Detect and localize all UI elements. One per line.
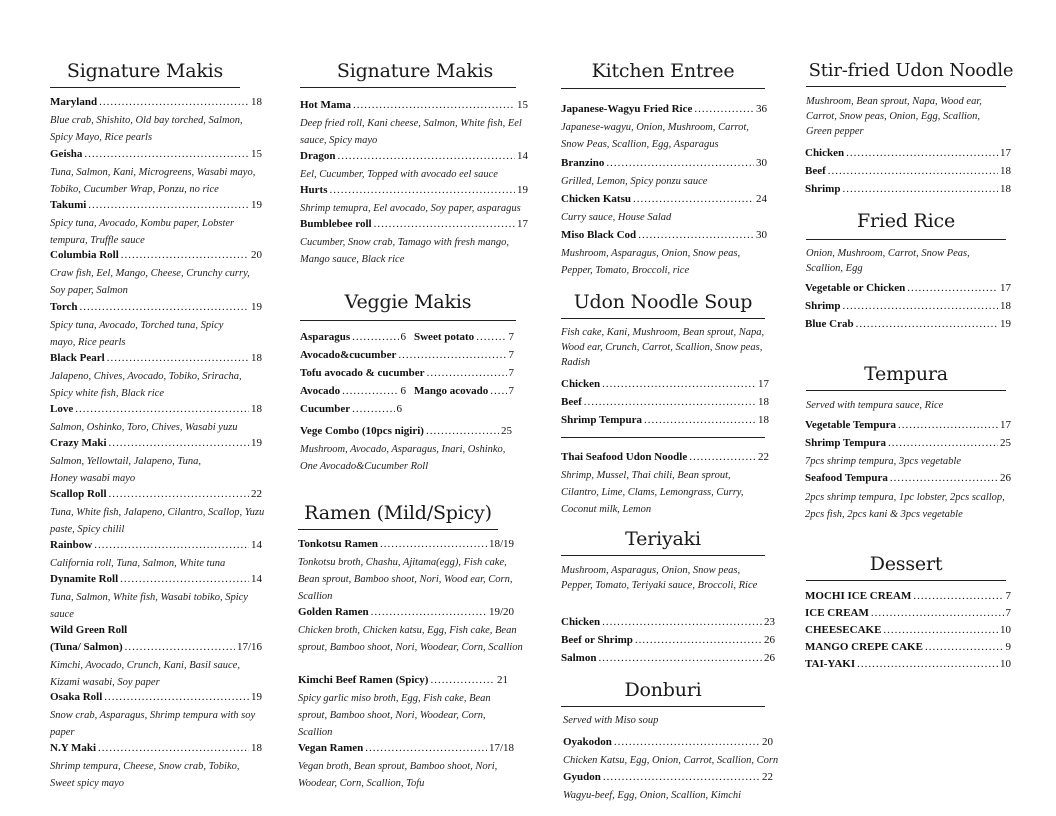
menu-item: Avocado ..... 6 bbox=[300, 385, 406, 397]
section-heading: Dessert bbox=[869, 553, 943, 575]
menu-item: Love ..... 18 bbox=[50, 403, 262, 415]
section-heading: Veggie Makis bbox=[344, 291, 472, 313]
section-heading: Teriyaki bbox=[625, 528, 701, 550]
item-description: Shrimp temupra, Eel avocado, Soy paper, asparagus bbox=[300, 203, 521, 214]
menu-item: Avocado&cucumber ..... 7 bbox=[300, 349, 514, 361]
item-description: Shrimp tempura, Cheese, Snow crab, Tobiko, Sweet spicy mayo bbox=[50, 761, 240, 789]
section-intro: Onion, Mushroom, Carrot, Snow Peas, Scallion, Egg bbox=[806, 248, 970, 274]
menu-item: Wild Green Roll bbox=[50, 624, 128, 636]
menu-item: Torch ..... 19 bbox=[50, 301, 262, 313]
menu-item: Shrimp Tempura ..... 25 bbox=[805, 437, 1011, 449]
menu-item: Golden Ramen ..... 19/20 bbox=[298, 606, 514, 618]
divider bbox=[300, 87, 516, 88]
menu-item: Maryland ..... 18 bbox=[50, 96, 262, 108]
menu-item: MOCHI ICE CREAM ..... 7 bbox=[805, 590, 1011, 602]
item-description: Craw fish, Eel, Mango, Cheese, Crunchy curry, Soy paper, Salmon bbox=[50, 268, 250, 296]
menu-item: Vegan Ramen ..... 17/18 bbox=[298, 742, 514, 754]
item-description: Shrimp, Mussel, Thai chili, Bean sprout, Cilantro, Lime, Clams, Lemongrass, Curry, Coconut milk, Lemon bbox=[561, 470, 744, 515]
menu-item: Black Pearl ..... 18 bbox=[50, 352, 262, 364]
menu-item: Beef ..... 18 bbox=[805, 165, 1011, 177]
menu-item: Columbia Roll ..... 20 bbox=[50, 249, 262, 261]
divider bbox=[806, 390, 1006, 391]
section-intro: Served with Miso soup bbox=[563, 715, 659, 726]
divider bbox=[50, 87, 240, 88]
item-description: Deep fried roll, Kani cheese, Salmon, White fish, Eel sauce, Spicy mayo bbox=[300, 118, 522, 146]
item-description: Tuna, Salmon, Kani, Microgreens, Wasabi mayo, Tobiko, Cucumber Wrap, Ponzu, no rice bbox=[50, 167, 256, 195]
menu-item: Dragon ..... 14 bbox=[300, 150, 528, 162]
item-description: Tuna, Salmon, White fish, Wasabi tobiko, Spicy sauce bbox=[50, 592, 248, 620]
menu-item: Hurts ..... 19 bbox=[300, 184, 528, 196]
menu-item: (Tuna/ Salmon) ..... 17/16 bbox=[50, 641, 262, 653]
section-heading: Stir-fried Udon Noodle bbox=[808, 60, 1014, 81]
section-heading: Fried Rice bbox=[856, 210, 956, 232]
item-description: Wagyu-beef, Egg, Onion, Scallion, Kimchi bbox=[563, 790, 742, 801]
menu-item: Seafood Tempura ..... 26 bbox=[805, 472, 1011, 484]
divider bbox=[298, 529, 498, 530]
item-description: Spicy tuna, Avocado, Kombu paper, Lobster tempura, Truffle sauce bbox=[50, 218, 235, 246]
section-intro: Mushroom, Bean sprout, Napa, Wood ear, Carrot, Snow peas, Onion, Egg, Scallion, Green pepper bbox=[806, 96, 982, 137]
item-description: Chicken broth, Chicken katsu, Egg, Fish cake, Bean sprout, Bamboo shoot, Nori, Woodear, Corn, Scallion bbox=[298, 625, 523, 653]
item-description: Grilled, Lemon, Spicy ponzu sauce bbox=[561, 176, 708, 187]
menu-item: Asparagus ..... 6 bbox=[300, 331, 406, 343]
item-description: Curry sauce, House Salad bbox=[561, 212, 672, 223]
menu-item: Beef ..... 18 bbox=[561, 396, 769, 408]
menu-item: ICE CREAM ..... 7 bbox=[805, 607, 1011, 619]
item-description: Mushroom, Avocado, Asparagus, Inari, Oshinko, One Avocado&Cucumber Roll bbox=[300, 444, 506, 472]
item-description: Japanese-wagyu, Onion, Mushroom, Carrot, Snow Peas, Scallion, Egg, Asparagus bbox=[561, 122, 749, 150]
item-description: Chicken Katsu, Egg, Onion, Carrot, Scallion, Corn bbox=[563, 755, 779, 766]
menu-item: Beef or Shrimp ..... 26 bbox=[561, 634, 775, 646]
menu-item-pair bbox=[300, 385, 514, 397]
menu-item: Rainbow ..... 14 bbox=[50, 539, 262, 551]
menu-item: Sweet potato ..... 7 bbox=[414, 331, 514, 343]
menu-item: Branzino ..... 30 bbox=[561, 157, 767, 169]
section-heading: Udon Noodle Soup bbox=[573, 291, 753, 313]
item-description: Salmon, Oshinko, Toro, Chives, Wasabi yuzu bbox=[50, 422, 238, 433]
menu-item: Geisha ..... 15 bbox=[50, 148, 262, 160]
divider bbox=[561, 437, 765, 438]
section-heading: Signature Makis bbox=[336, 60, 494, 82]
divider bbox=[300, 320, 516, 321]
menu-item: Shrimp Tempura ..... 18 bbox=[561, 414, 769, 426]
menu-item: Blue Crab ..... 19 bbox=[805, 318, 1011, 330]
menu-item: TAI-YAKI ..... 10 bbox=[805, 658, 1011, 670]
section-intro: Fish cake, Kani, Mushroom, Bean sprout, Napa, Wood ear, Crunch, Carrot, Scallion, Snow peas, Radish bbox=[561, 327, 765, 368]
item-description: Spicy garlic miso broth, Egg, Fish cake, Bean sprout, Bamboo shoot, Nori, Woodear, Corn, Scallion bbox=[298, 693, 491, 738]
menu-item: N.Y Maki ..... 18 bbox=[50, 742, 262, 754]
item-description: Blue crab, Shishito, Old bay torched, Salmon, Spicy Mayo, Rice pearls bbox=[50, 115, 243, 143]
menu-item: Crazy Maki ..... 19 bbox=[50, 437, 262, 449]
section-heading: Ramen (Mild/Spicy) bbox=[304, 502, 492, 524]
menu-item: Salmon ..... 26 bbox=[561, 652, 775, 664]
menu-item: Bumblebee roll ..... 17 bbox=[300, 218, 528, 230]
divider bbox=[806, 580, 1006, 581]
item-description: 2pcs shrimp tempura, 1pc lobster, 2pcs scallop, 2pcs fish, 2pcs kani & 3pcs vegetable bbox=[805, 492, 1005, 520]
item-description: Salmon, Yellowtail, Jalapeno, Tuna, Honey wasabi mayo bbox=[50, 456, 201, 484]
menu-item: Vegetable Tempura ..... 17 bbox=[805, 419, 1011, 431]
item-description: Vegan broth, Bean sprout, Bamboo shoot, Nori, Woodear, Corn, Scallion, Tofu bbox=[298, 761, 498, 789]
item-description: California roll, Tuna, Salmon, White tuna bbox=[50, 558, 226, 569]
menu-item: Mango acovado ..... 7 bbox=[414, 385, 514, 397]
item-description: Cucumber, Snow crab, Tamago with fresh mango, Mango sauce, Black rice bbox=[300, 237, 509, 265]
divider bbox=[561, 706, 765, 707]
menu-item: Scallop Roll ..... 22 bbox=[50, 488, 262, 500]
item-description: Kimchi, Avocado, Crunch, Kani, Basil sauce, Kizami wasabi, Soy paper bbox=[50, 660, 240, 688]
item-description: 7pcs shrimp tempura, 3pcs vegetable bbox=[805, 456, 962, 467]
menu-item: CHEESECAKE ..... 10 bbox=[805, 624, 1011, 636]
menu-item-pair bbox=[300, 331, 514, 343]
divider bbox=[806, 239, 1006, 240]
item-description: Mushroom, Asparagus, Onion, Snow peas, Pepper, Tomato, Broccoli, rice bbox=[561, 248, 741, 276]
menu-item: Shrimp ..... 18 bbox=[805, 300, 1011, 312]
section-intro: Served with tempura sauce, Rice bbox=[806, 400, 944, 411]
item-description: Jalapeno, Chives, Avocado, Tobiko, Sriracha, Spicy white fish, Black rice bbox=[50, 371, 242, 399]
item-description: Snow crab, Asparagus, Shrimp tempura with soy paper bbox=[50, 710, 256, 738]
menu-item: Thai Seafood Udon Noodle ..... 22 bbox=[561, 451, 769, 463]
menu-item: Cucumber ..... 6 bbox=[300, 403, 402, 415]
section-heading: Tempura bbox=[864, 363, 948, 385]
menu-item: Vegetable or Chicken ..... 17 bbox=[805, 282, 1011, 294]
menu-item: Hot Mama ..... 15 bbox=[300, 99, 528, 111]
item-description: Tuna, White fish, Jalapeno, Cilantro, Scallop, Yuzu paste, Spicy chilil bbox=[50, 507, 265, 535]
menu-item: Tonkotsu Ramen ..... 18/19 bbox=[298, 538, 514, 550]
item-description: Tonkotsu broth, Chashu, Ajitama(egg), Fish cake, Bean sprout, Bamboo shoot, Nori, Wood ear, Corn, Scallion bbox=[298, 557, 513, 602]
item-description: Spicy tuna, Avocado, Torched tuna, Spicy mayo, Rice pearls bbox=[50, 320, 224, 348]
menu-item: Gyudon ..... 22 bbox=[563, 771, 773, 783]
menu-item: Dynamite Roll ..... 14 bbox=[50, 573, 262, 585]
menu-item: Vege Combo (10pcs nigiri) ..... 25 bbox=[300, 425, 512, 437]
section-heading: Signature Makis bbox=[66, 60, 224, 82]
menu-item: Chicken ..... 17 bbox=[805, 147, 1011, 159]
section-intro: Mushroom, Asparagus, Onion, Snow peas, Pepper, Tomato, Teriyaki sauce, Broccoli, Rice bbox=[561, 565, 758, 591]
menu-item: Kimchi Beef Ramen (Spicy) ..... 21 bbox=[298, 674, 508, 686]
menu-item: Oyakodon ..... 20 bbox=[563, 736, 773, 748]
menu-item: Japanese-Wagyu Fried Rice ..... 36 bbox=[561, 103, 767, 115]
divider bbox=[561, 88, 765, 89]
section-heading: Donburi bbox=[624, 679, 702, 701]
section-heading: Kitchen Entree bbox=[591, 60, 735, 82]
menu-item: Osaka Roll ..... 19 bbox=[50, 691, 262, 703]
divider bbox=[806, 86, 1006, 87]
menu-item: MANGO CREPE CAKE ..... 9 bbox=[805, 641, 1011, 653]
menu-item: Takumi ..... 19 bbox=[50, 199, 262, 211]
menu-item: Chicken Katsu ..... 24 bbox=[561, 193, 767, 205]
divider bbox=[561, 555, 765, 556]
menu-item: Chicken ..... 17 bbox=[561, 378, 769, 390]
menu-item: Shrimp ..... 18 bbox=[805, 183, 1011, 195]
menu-item: Miso Black Cod ..... 30 bbox=[561, 229, 767, 241]
menu-item: Chicken ..... 23 bbox=[561, 616, 775, 628]
menu-item: Tofu avocado & cucumber ..... 7 bbox=[300, 367, 514, 379]
divider bbox=[561, 318, 765, 319]
item-description: Eel, Cucumber, Topped with avocado eel sauce bbox=[300, 169, 498, 180]
